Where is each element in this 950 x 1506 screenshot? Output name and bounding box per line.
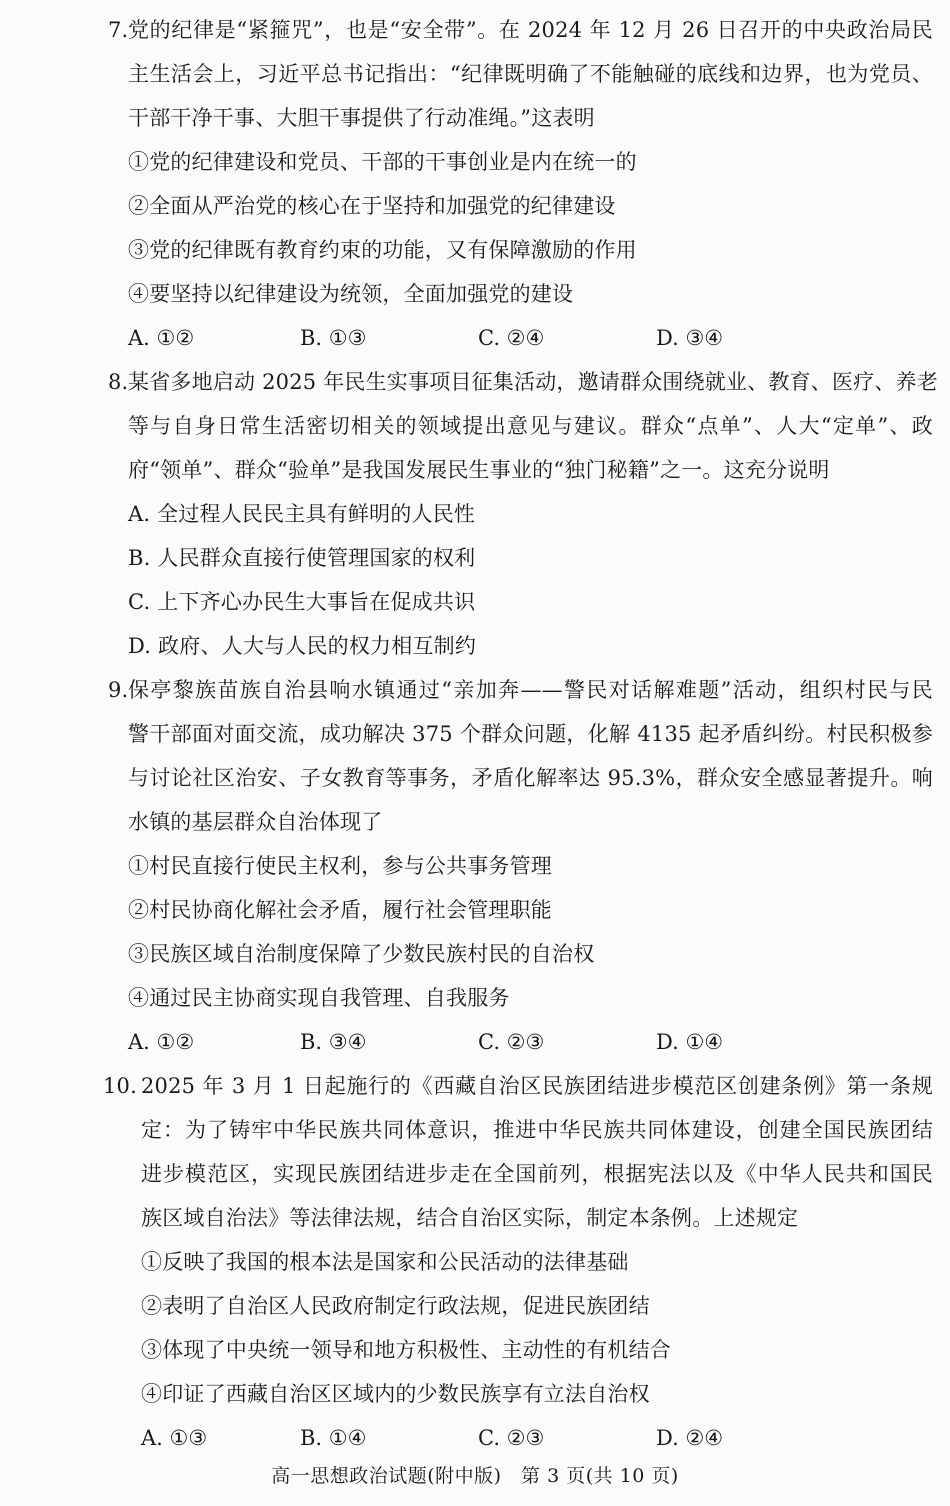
question-number: 7.	[108, 18, 129, 42]
statement-1: ①党的纪律建设和党员、干部的干事创业是内在统一的	[128, 150, 637, 174]
question-number: 9.	[108, 678, 129, 702]
question-stem-line: 定：为了铸牢中华民族共同体意识，推进中华民族共同体建设，创建全国民族团结	[141, 1118, 933, 1142]
statement-2: ②全面从严治党的核心在于坚持和加强党的纪律建设	[128, 194, 616, 218]
question-stem-line: 党的纪律是“紧箍咒”，也是“安全带”。在 2024 年 12 月 26 日召开的中央政治局民	[128, 18, 933, 42]
question-number: 8.	[108, 370, 129, 394]
statement-3: ③党的纪律既有教育约束的功能，又有保障激励的作用	[128, 238, 637, 262]
choice-b: B. ③④	[300, 1030, 367, 1054]
choice-a: A. ①②	[128, 1030, 195, 1054]
question-stem-line: 等与自身日常生活密切相关的领域提出意见与建议。群众“点单”、人大“定单”、政	[128, 414, 933, 438]
statement-2: ②村民协商化解社会矛盾，履行社会管理职能	[128, 898, 552, 922]
question-stem-line: 与讨论社区治安、子女教育等事务，矛盾化解率达 95.3%，群众安全感显著提升。响	[128, 766, 933, 790]
choice-c: C. ②③	[478, 1426, 545, 1450]
choice-d: D. ③④	[656, 326, 724, 350]
choice-a: A. ①③	[141, 1426, 208, 1450]
choice-b: B. ①④	[300, 1426, 367, 1450]
question-number: 10.	[103, 1074, 137, 1098]
statement-3: ③民族区域自治制度保障了少数民族村民的自治权	[128, 942, 595, 966]
statement-1: ①村民直接行使民主权利，参与公共事务管理	[128, 854, 552, 878]
choice-c: C. 上下齐心办民生大事旨在促成共识	[128, 590, 476, 614]
choice-d: D. ①④	[656, 1030, 724, 1054]
question-stem-line: 水镇的基层群众自治体现了	[128, 810, 383, 834]
question-stem-line: 族区域自治法》等法律法规，结合自治区实际，制定本条例。上述规定	[141, 1206, 799, 1230]
question-stem-line: 某省多地启动 2025 年民生实事项目征集活动，邀请群众围绕就业、教育、医疗、养老	[128, 370, 938, 394]
choice-b: B. 人民群众直接行使管理国家的权利	[128, 546, 476, 570]
statement-4: ④要坚持以纪律建设为统领，全面加强党的建设	[128, 282, 574, 306]
question-stem-line: 进步模范区，实现民族团结进步走在全国前列，根据宪法以及《中华人民共和国民	[141, 1162, 933, 1186]
page-footer: 高一思想政治试题(附中版) 第 3 页(共 10 页)	[271, 1465, 679, 1487]
question-stem-line: 干部干净干事、大胆干事提供了行动准绳。”这表明	[128, 106, 595, 130]
choice-c: C. ②③	[478, 1030, 545, 1054]
question-stem-line: 警干部面对面交流，成功解决 375 个群众问题，化解 4135 起矛盾纠纷。村民积极参	[128, 722, 933, 746]
choice-b: B. ①③	[300, 326, 367, 350]
choice-a: A. ①②	[128, 326, 195, 350]
statement-1: ①反映了我国的根本法是国家和公民活动的法律基础	[141, 1250, 629, 1274]
statement-3: ③体现了中央统一领导和地方积极性、主动性的有机结合	[141, 1338, 671, 1362]
question-stem-line: 主生活会上，习近平总书记指出：“纪律既明确了不能触碰的底线和边界，也为党员、	[128, 62, 933, 86]
choice-d: D. 政府、人大与人民的权力相互制约	[128, 634, 477, 658]
statement-4: ④通过民主协商实现自我管理、自我服务	[128, 986, 510, 1010]
choice-d: D. ②④	[656, 1426, 724, 1450]
choice-a: A. 全过程人民民主具有鲜明的人民性	[128, 502, 476, 526]
choice-c: C. ②④	[478, 326, 545, 350]
question-stem-line: 府“领单”、群众“验单”是我国发展民生事业的“独门秘籍”之一。这充分说明	[128, 458, 830, 482]
question-stem-line: 保亭黎族苗族自治县响水镇通过“亲加奔——警民对话解难题”活动，组织村民与民	[128, 678, 933, 702]
statement-2: ②表明了自治区人民政府制定行政法规，促进民族团结	[141, 1294, 650, 1318]
question-stem-line: 2025 年 3 月 1 日起施行的《西藏自治区民族团结进步模范区创建条例》第一条规	[141, 1074, 933, 1098]
statement-4: ④印证了西藏自治区区域内的少数民族享有立法自治权	[141, 1382, 650, 1406]
